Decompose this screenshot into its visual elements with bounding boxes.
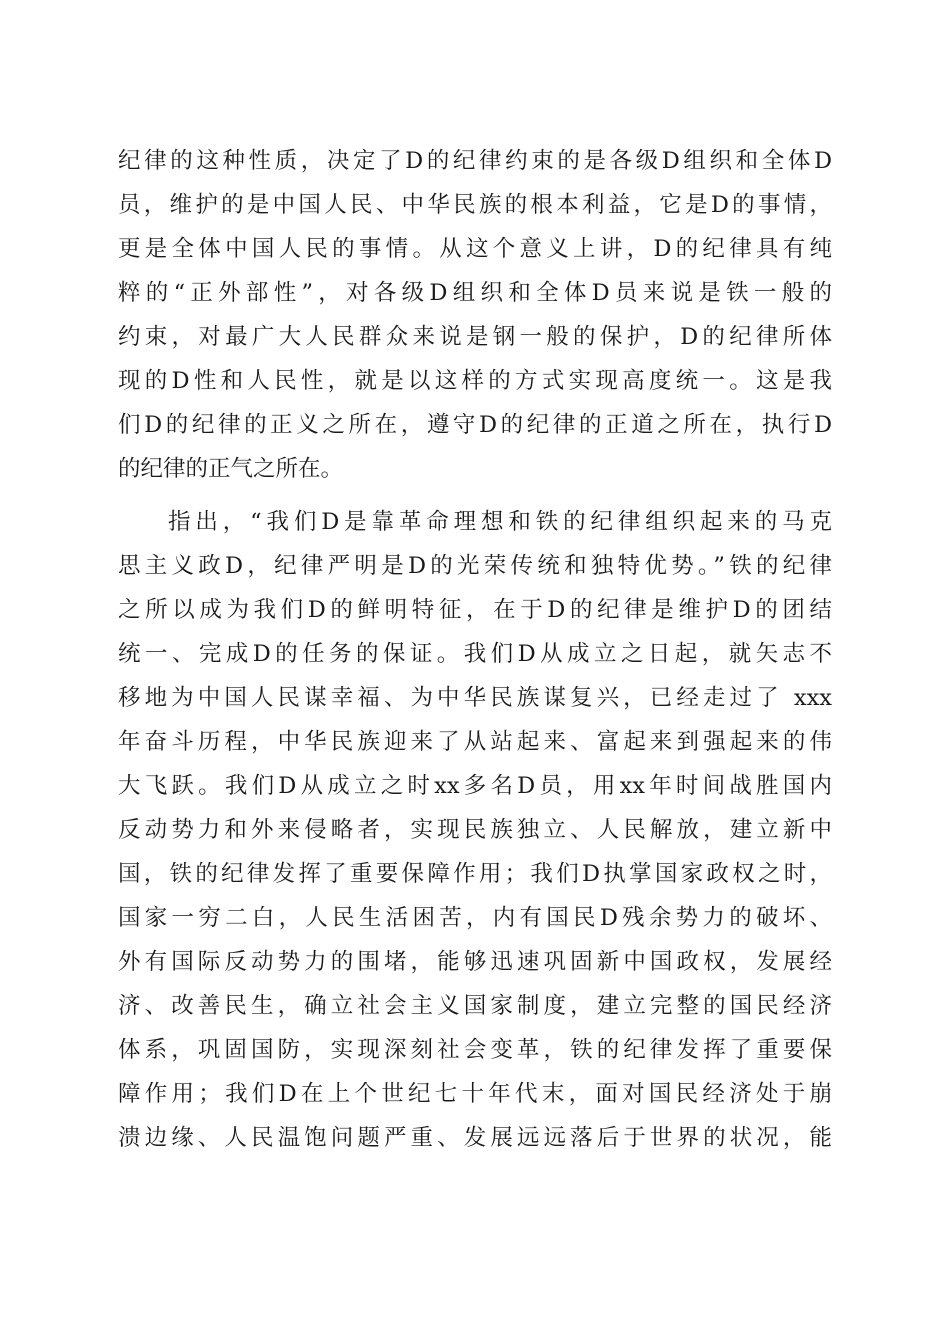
text-line: 统一、完成D的任务的保证。我们D从成立之日起，就矢志不 bbox=[118, 641, 832, 667]
text-line: 粹的“正外部性”，对各级D组织和全体D员来说是铁一般的 bbox=[118, 280, 832, 306]
text-line: 反动势力和外来侵略者，实现民族独立、人民解放，建立新中 bbox=[118, 817, 832, 843]
text-line: 约束，对最广大人民群众来说是钢一般的保护，D的纪律所体 bbox=[118, 324, 832, 350]
text-line: 更是全体中国人民的事情。从这个意义上讲，D的纪律具有纯 bbox=[118, 236, 832, 262]
text-line: 之所以成为我们D的鲜明特征，在于D的纪律是维护D的团结 bbox=[118, 597, 832, 623]
paragraph-first-line: 指出，“我们D是靠革命理想和铁的纪律组织起来的马克 bbox=[168, 509, 832, 535]
text-line: 国家一穷二白，人民生活困苦，内有国民D残余势力的破坏、 bbox=[118, 905, 832, 931]
text-line: 国，铁的纪律发挥了重要保障作用；我们D执掌国家政权之时， bbox=[118, 861, 832, 887]
text-line: 思主义政D，纪律严明是D的光荣传统和独特优势。”铁的纪律 bbox=[118, 553, 832, 579]
text-line: 现的D性和人民性，就是以这样的方式实现高度统一。这是我 bbox=[118, 368, 832, 394]
text-line: 员，维护的是中国人民、中华民族的根本利益，它是D的事情， bbox=[118, 192, 832, 218]
text-line: 济、改善民生，确立社会主义国家制度，建立完整的国民经济 bbox=[118, 993, 832, 1019]
text-line: 外有国际反动势力的围堵，能够迅速巩固新中国政权，发展经 bbox=[118, 949, 832, 975]
text-line: 的纪律的正气之所在。 bbox=[118, 456, 344, 482]
text-line: 溃边缘、人民温饱问题严重、发展远远落后于世界的状况，能 bbox=[118, 1125, 832, 1151]
text-line: 障作用；我们D在上个世纪七十年代末，面对国民经济处于崩 bbox=[118, 1081, 832, 1107]
text-line: 大飞跃。我们D从成立之时xx多名D员，用xx年时间战胜国内 bbox=[118, 773, 832, 799]
text-line: 移地为中国人民谋幸福、为中华民族谋复兴，已经走过了 xxx bbox=[118, 685, 832, 711]
text-line: 体系，巩固国防，实现深刻社会变革，铁的纪律发挥了重要保 bbox=[118, 1037, 832, 1063]
text-line: 年奋斗历程，中华民族迎来了从站起来、富起来到强起来的伟 bbox=[118, 729, 832, 755]
text-line: 们D的纪律的正义之所在，遵守D的纪律的正道之所在，执行D bbox=[118, 412, 832, 438]
text-line: 纪律的这种性质，决定了D的纪律约束的是各级D组织和全体D bbox=[118, 148, 832, 174]
